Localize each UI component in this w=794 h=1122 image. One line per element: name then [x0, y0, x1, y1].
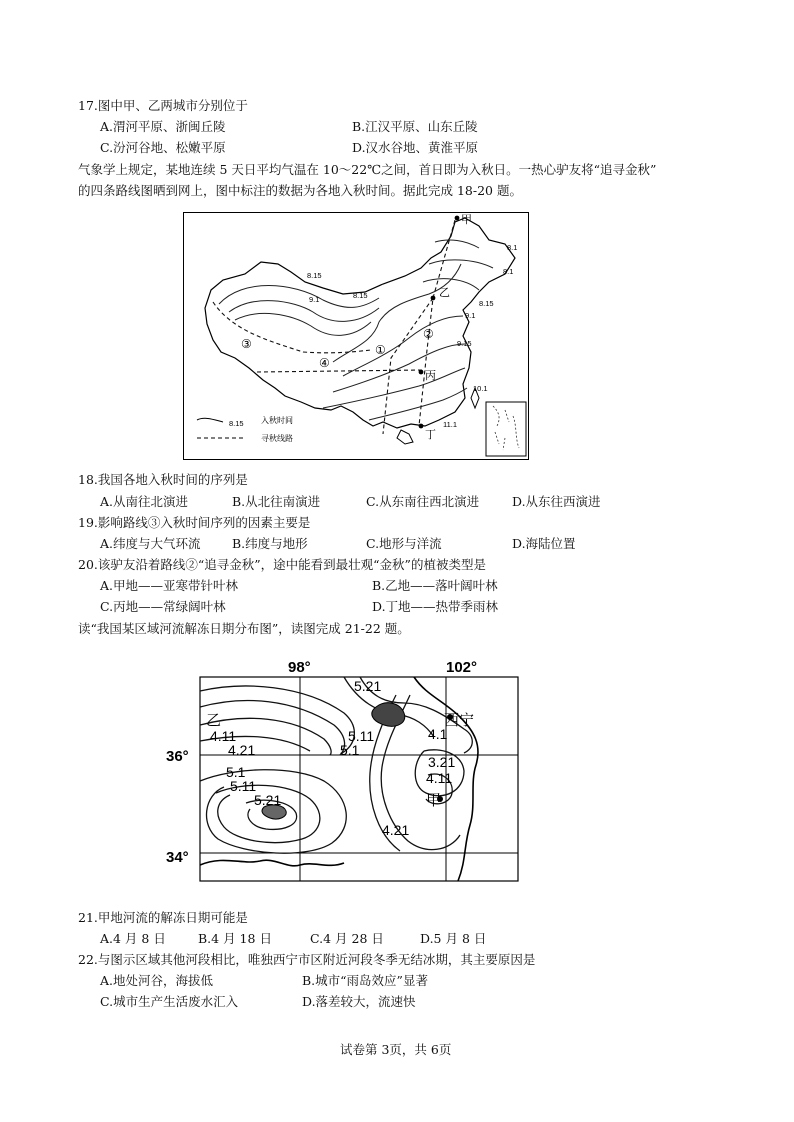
legend-isoline-text: 入秋时间	[261, 416, 293, 425]
q20-option-c: C.丙地——常绿阔叶林	[100, 599, 226, 614]
isoline-label: 8.15	[353, 291, 368, 300]
q18-option-a: A.从南往北演进	[100, 494, 189, 509]
isoline-label: 4.1	[428, 726, 448, 742]
city-label-xining: 西宁	[444, 712, 475, 729]
q21-stem: 21.甲地河流的解冻日期可能是	[78, 910, 248, 925]
isoline-label: 5.11	[348, 728, 375, 744]
place-label-ding: 丁	[425, 429, 436, 441]
q22-option-a: A.地处河谷，海拔低	[100, 973, 214, 988]
q22-option-b: B.城市“雨岛效应”显著	[302, 973, 428, 988]
q22-option-d: D.落差较大，流速快	[302, 994, 416, 1009]
intro-18-20-line2: 的四条路线图晒到网上，图中标注的数据为各地入秋时间。据此完成 18-20 题。	[78, 183, 522, 198]
q19-stem: 19.影响路线③入秋时间序列的因素主要是	[78, 515, 311, 530]
q18-option-c: C.从东南往西北演进	[366, 494, 480, 509]
q20-stem: 20.该驴友沿着路线②“追寻金秋”，途中能看到最壮观“金秋”的植被类型是	[78, 557, 486, 572]
q21-option-c: C.4 月 28 日	[310, 931, 384, 946]
intro-18-20-line1: 气象学上规定，某地连续 5 天日平均气温在 10～22℃之间，首日即为入秋日。一热心驴友将“追寻金秋”	[78, 162, 657, 177]
isoline-label: 3.21	[428, 754, 456, 770]
qinghai-lake	[372, 703, 405, 727]
isoline-label: 4.11	[210, 728, 237, 744]
page-footer: 试卷第 3页，共 6页	[340, 1042, 452, 1057]
q19-option-d: D.海陆位置	[512, 536, 576, 551]
isoline-label: 8.1	[507, 243, 518, 252]
isoline-label: 11.1	[443, 420, 458, 429]
q17-option-b: B.江汉平原、山东丘陵	[352, 119, 478, 134]
place-dot-bing	[419, 370, 424, 375]
route-label-3: ③	[241, 337, 252, 351]
lat-label-34: 34°	[166, 849, 189, 866]
q21-option-a: A.4 月 8 日	[100, 931, 166, 946]
isoline-label: 5.21	[354, 678, 382, 694]
q17-option-a: A.渭河平原、浙闽丘陵	[100, 119, 226, 134]
place-label-jia: 甲	[461, 214, 472, 226]
isoline-label: 8.15	[307, 271, 322, 280]
route-label-1: ①	[375, 343, 386, 357]
lon-label-98: 98°	[288, 659, 311, 676]
q22-stem: 22.与图示区域其他河段相比，唯独西宁市区附近河段冬季无结冰期，其主要原因是	[78, 952, 536, 967]
isoline-label: 5.21	[254, 792, 282, 808]
q20-option-a: A.甲地——亚寒带针叶林	[100, 578, 239, 593]
q17-stem: 17.图中甲、乙两城市分别位于	[78, 98, 248, 113]
isoline-label: 4.21	[228, 742, 256, 758]
isoline-label: 8.15	[479, 299, 494, 308]
legend-sample-value: 8.15	[229, 419, 244, 428]
q18-stem: 18.我国各地入秋时间的序列是	[78, 472, 248, 487]
place-dot-jia	[455, 216, 460, 221]
q21-option-d: D.5 月 8 日	[420, 931, 487, 946]
isoline-label: 9.15	[457, 339, 472, 348]
place-dot-yi	[431, 296, 436, 301]
q17-option-c: C.汾河谷地、松嫩平原	[100, 140, 226, 155]
autumn-onset-map	[183, 212, 529, 460]
place-label-yi: 乙	[206, 712, 222, 729]
place-label-jia: 甲	[426, 792, 442, 809]
q22-option-c: C.城市生产生活废水汇入	[100, 994, 239, 1009]
isoline-label: 9.1	[465, 311, 476, 320]
place-dot-ding	[419, 424, 424, 429]
isoline-label: 5.1	[226, 764, 246, 780]
q19-option-c: C.地形与洋流	[366, 536, 442, 551]
place-label-bing: 丙	[425, 370, 436, 382]
lat-label-36: 36°	[166, 748, 189, 765]
isoline-label: 4.11	[426, 770, 453, 786]
q18-option-d: D.从东往西演进	[512, 494, 601, 509]
isoline-label: 9.1	[309, 295, 320, 304]
isoline-label: 8.1	[503, 267, 514, 276]
river-thaw-map	[164, 655, 524, 885]
isoline-label: 5.1	[340, 742, 360, 758]
q19-option-a: A.纬度与大气环流	[100, 536, 201, 551]
q21-option-b: B.4 月 18 日	[198, 931, 272, 946]
isoline-label: 4.21	[382, 822, 410, 838]
q19-option-b: B.纬度与地形	[232, 536, 308, 551]
q20-option-d: D.丁地——热带季雨林	[372, 599, 499, 614]
south-china-sea-inset	[486, 402, 526, 456]
q17-option-d: D.汉水谷地、黄淮平原	[352, 140, 479, 155]
intro-21-22: 读“我国某区域河流解冻日期分布图”，读图完成 21-22 题。	[78, 621, 410, 636]
route-label-4: ④	[319, 356, 330, 370]
legend-route-text: 寻秋线路	[261, 434, 293, 443]
place-label-yi: 乙	[439, 287, 450, 299]
lon-label-102: 102°	[446, 659, 478, 676]
isoline-label: 5.11	[230, 778, 257, 794]
isoline-label: 10.1	[473, 384, 488, 393]
q20-option-b: B.乙地——落叶阔叶林	[372, 578, 498, 593]
q18-option-b: B.从北往南演进	[232, 494, 321, 509]
route-label-2: ②	[423, 327, 434, 341]
